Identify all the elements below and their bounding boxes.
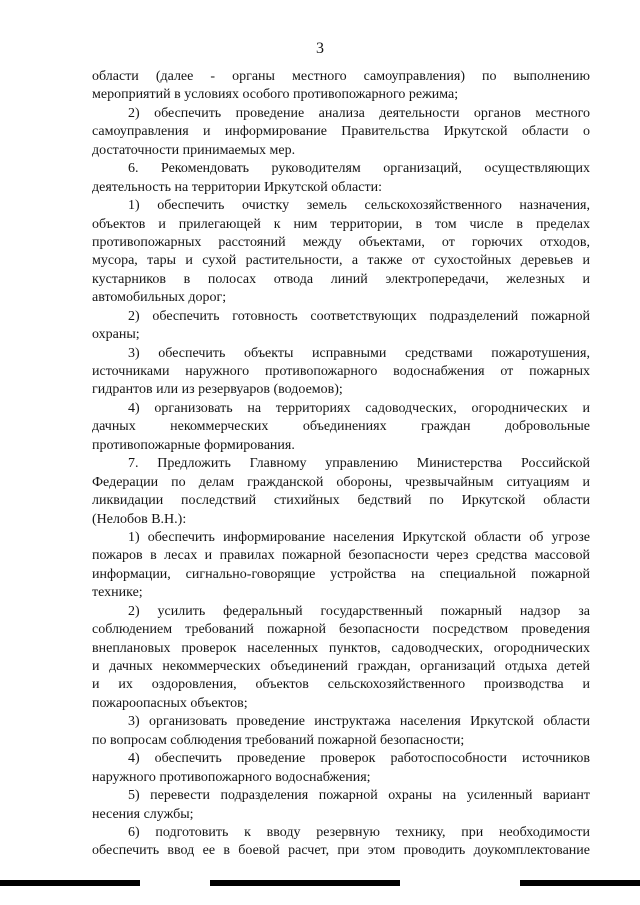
text-line: 5) перевести подразделения пожарной охраны на усиленный вариант xyxy=(128,788,590,804)
text-line: самоуправления и информирование Правительства Иркутской области о xyxy=(92,124,590,140)
text-line: и их оздоровления, объектов сельскохозяйственного производства и xyxy=(92,677,590,693)
text-line: объектов и прилегающей к ним территории, в том числе в пределах xyxy=(92,216,590,232)
scan-edge-gap xyxy=(400,880,520,886)
text-line: 4) организовать на территориях садоводческих, огороднических и xyxy=(128,400,590,416)
text-line: наружного противопожарного водоснабжения; xyxy=(92,769,371,785)
text-line: дачных некоммерческих объединениях граждан добровольные xyxy=(92,419,590,435)
page-number: 3 xyxy=(316,40,324,57)
text-line: 4) обеспечить проведение проверок работоспособности источников xyxy=(128,751,590,767)
text-line: охраны; xyxy=(92,327,140,343)
text-line: деятельность на территории Иркутской области: xyxy=(92,179,382,195)
text-line: 6. Рекомендовать руководителям организаций, осуществляющих xyxy=(128,161,590,177)
text-line: по вопросам соблюдения требований пожарной безопасности; xyxy=(92,732,465,748)
text-line: ликвидации последствий стихийных бедствий по Иркутской области xyxy=(92,493,590,509)
text-line: и дачных некоммерческих объединений граждан, организаций отдыха детей xyxy=(92,659,590,674)
text-line: внеплановых проверок населенных пунктов, садоводческих, огороднических xyxy=(92,640,590,656)
text-line: информации, сигнально-говорящие устройства на специальной пожарной xyxy=(92,566,590,582)
text-line: 3) организовать проведение инструктажа населения Иркутской области xyxy=(128,714,590,730)
text-line: 2) усилить федеральный государственный пожарный надзор за xyxy=(128,603,590,619)
text-line: источниками наружного противопожарного водоснабжения от пожарных xyxy=(92,364,590,379)
text-line: 2) обеспечить проведение анализа деятельности органов местного xyxy=(128,105,590,121)
text-line: 3) обеспечить объекты исправными средствами пожаротушения, xyxy=(128,345,590,361)
text-line: соблюдением требований пожарной безопасности посредством проведения xyxy=(92,622,590,638)
text-line: 6) подготовить к вводу резервную технику, при необходимости xyxy=(128,824,590,840)
text-line: Федерации по делам гражданской обороны, чрезвычайным ситуациям и xyxy=(92,474,590,490)
text-line: мероприятий в условиях особого противопожарного режима; xyxy=(92,87,459,103)
text-line: 1) обеспечить информирование населения Иркутской области об угрозе xyxy=(128,529,590,545)
text-line: 7. Предложить Главному управлению Министерства Российской xyxy=(128,456,590,472)
text-line: технике; xyxy=(92,585,143,601)
text-line: обеспечить ввод ее в боевой расчет, при этом проводить доукомплектование xyxy=(92,843,590,859)
text-line: автомобильных дорог; xyxy=(92,290,227,306)
text-line: пожароопасных объектов; xyxy=(92,695,248,711)
text-line: (Нелобов В.Н.): xyxy=(92,511,187,527)
document-body xyxy=(92,68,590,861)
scan-edge-gap xyxy=(140,880,210,886)
text-line: противопожарных расстояний между объектами, от горючих отходов, xyxy=(92,234,590,250)
text-line: мусора, тары и сухой растительности, а также от сухостойных деревьев и xyxy=(92,253,590,269)
text-line: кустарников в полосах отвода линий электропередачи, железных и xyxy=(92,271,590,287)
scan-edge xyxy=(0,880,640,886)
text-line: противопожарные формирования. xyxy=(92,437,295,453)
text-line: несения службы; xyxy=(92,806,194,822)
text-line: 2) обеспечить готовность соответствующих подразделений пожарной xyxy=(128,308,590,324)
text-line: достаточности принимаемых мер. xyxy=(92,142,296,158)
text-line: гидрантов или из резервуаров (водоемов); xyxy=(92,382,343,398)
text-line: пожаров в лесах и правилах пожарной безопасности через средства массовой xyxy=(92,548,590,564)
text-line: 1) обеспечить очистку земель сельскохозяйственного назначения, xyxy=(128,198,590,214)
text-line: области (далее - органы местного самоуправления) по выполнению xyxy=(92,69,590,84)
